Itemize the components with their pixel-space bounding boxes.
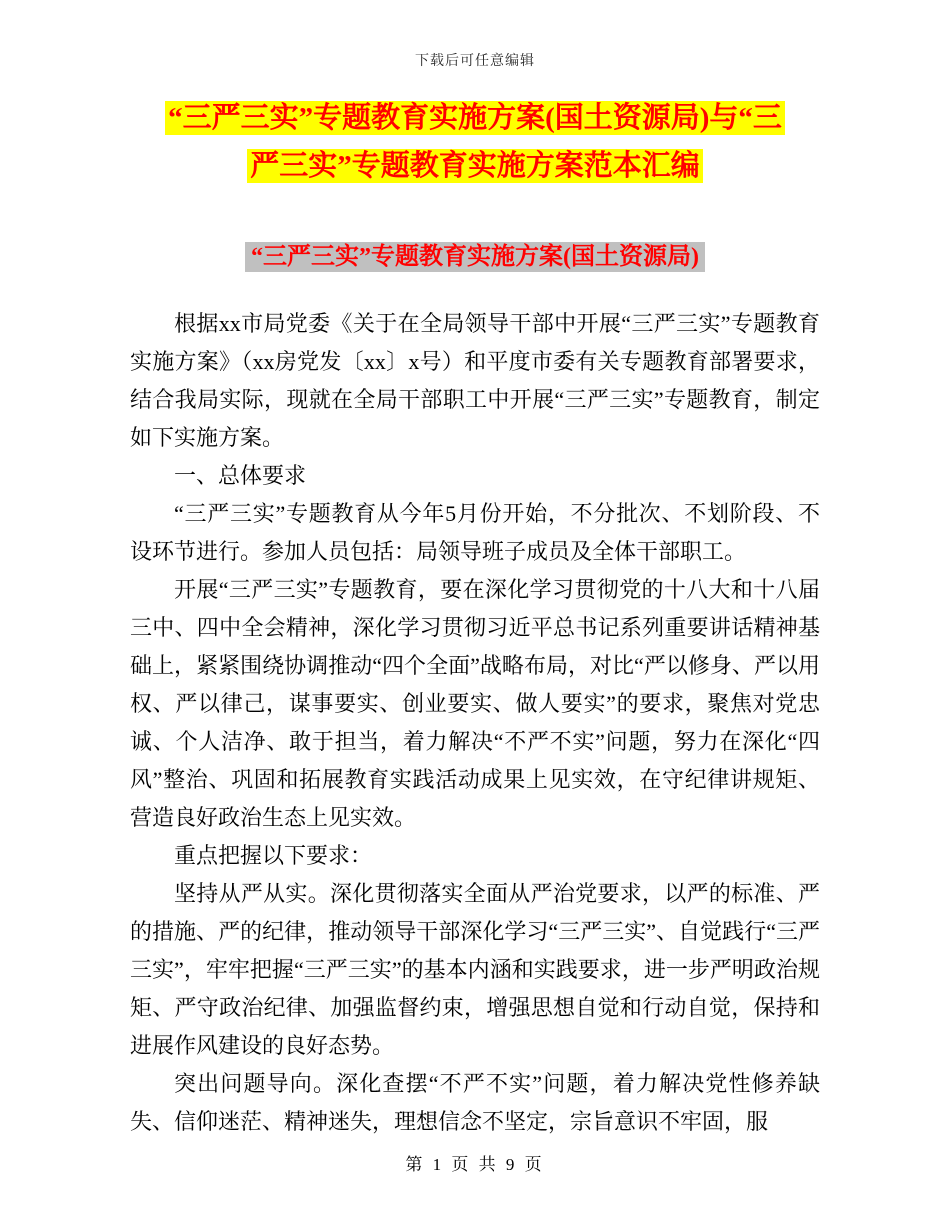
document-title-line xyxy=(0,94,950,142)
paragraph-schedule: “三严三实”专题教育从今年5月份开始，不分批次、不划阶段、不设环节进行。参加人员包括：局领导班子成员及全体干部职工。 xyxy=(130,501,820,564)
edit-note: 下载后可任意编辑 xyxy=(415,54,535,69)
section-title-text: “三严三实”专题教育实施方案(国土资源局) xyxy=(245,242,705,272)
document-title-text-1: “三严三实”专题教育实施方案(国土资源局)与“三 xyxy=(165,101,785,135)
document-title-text-2: 严三实”专题教育实施方案范本汇编 xyxy=(247,149,703,183)
document-title xyxy=(0,94,950,190)
section-title xyxy=(0,240,950,275)
paragraph-requirements: 开展“三严三实”专题教育，要在深化学习贯彻党的十八大和十八届三中、四中全会精神，深化学习贯彻习近平总书记系列重要讲话精神基础上，紧紧围绕协调推动“四个全面”战略布局，对比“严以修身、严以用权、严以律己，谋事要实、创业要实、做人要实”的要求，聚焦对党忠诚、个人洁净、敢于担当，着力解决“不严不实”问题，努力在深化“四风”整治、巩固和拓展教育实践活动成果上见实效，在守纪律讲规矩、营造良好政治生态上见实效。 xyxy=(130,577,820,830)
document-body xyxy=(130,305,820,1141)
paragraph-heading-1: 一、总体要求 xyxy=(174,463,307,488)
paragraph-strictness: 坚持从严从实。深化贯彻落实全面从严治党要求，以严的标准、严的措施、严的纪律，推动领导干部深化学习“三严三实”、自觉践行“三严三实”，牢牢把握“三严三实”的基本内涵和实践要求，进一步严明政治规矩、严守政治纪律、加强监督约束，增强思想自觉和行动自觉，保持和进展作风建设的良好态势。 xyxy=(130,881,820,1058)
paragraph-problems: 突出问题导向。深化查摆“不严不实”问题，着力解决党性修养缺失、信仰迷茫、精神迷失，理想信念不坚定，宗旨意识不牢固，服 xyxy=(130,1071,820,1134)
paragraph-intro: 根据xx市局党委《关于在全局领导干部中开展“三严三实”专题教育实施方案》（xx房党发〔xx〕x号）和平度市委有关专题教育部署要求，结合我局实际，现就在全局干部职工中开展“三严三实”专题教育，制定如下实施方案。 xyxy=(130,311,820,450)
paragraph-key-points: 重点把握以下要求： xyxy=(174,843,373,868)
page-number: 第 1 页 共 9 页 xyxy=(405,1155,545,1174)
document-title-line xyxy=(0,142,950,190)
